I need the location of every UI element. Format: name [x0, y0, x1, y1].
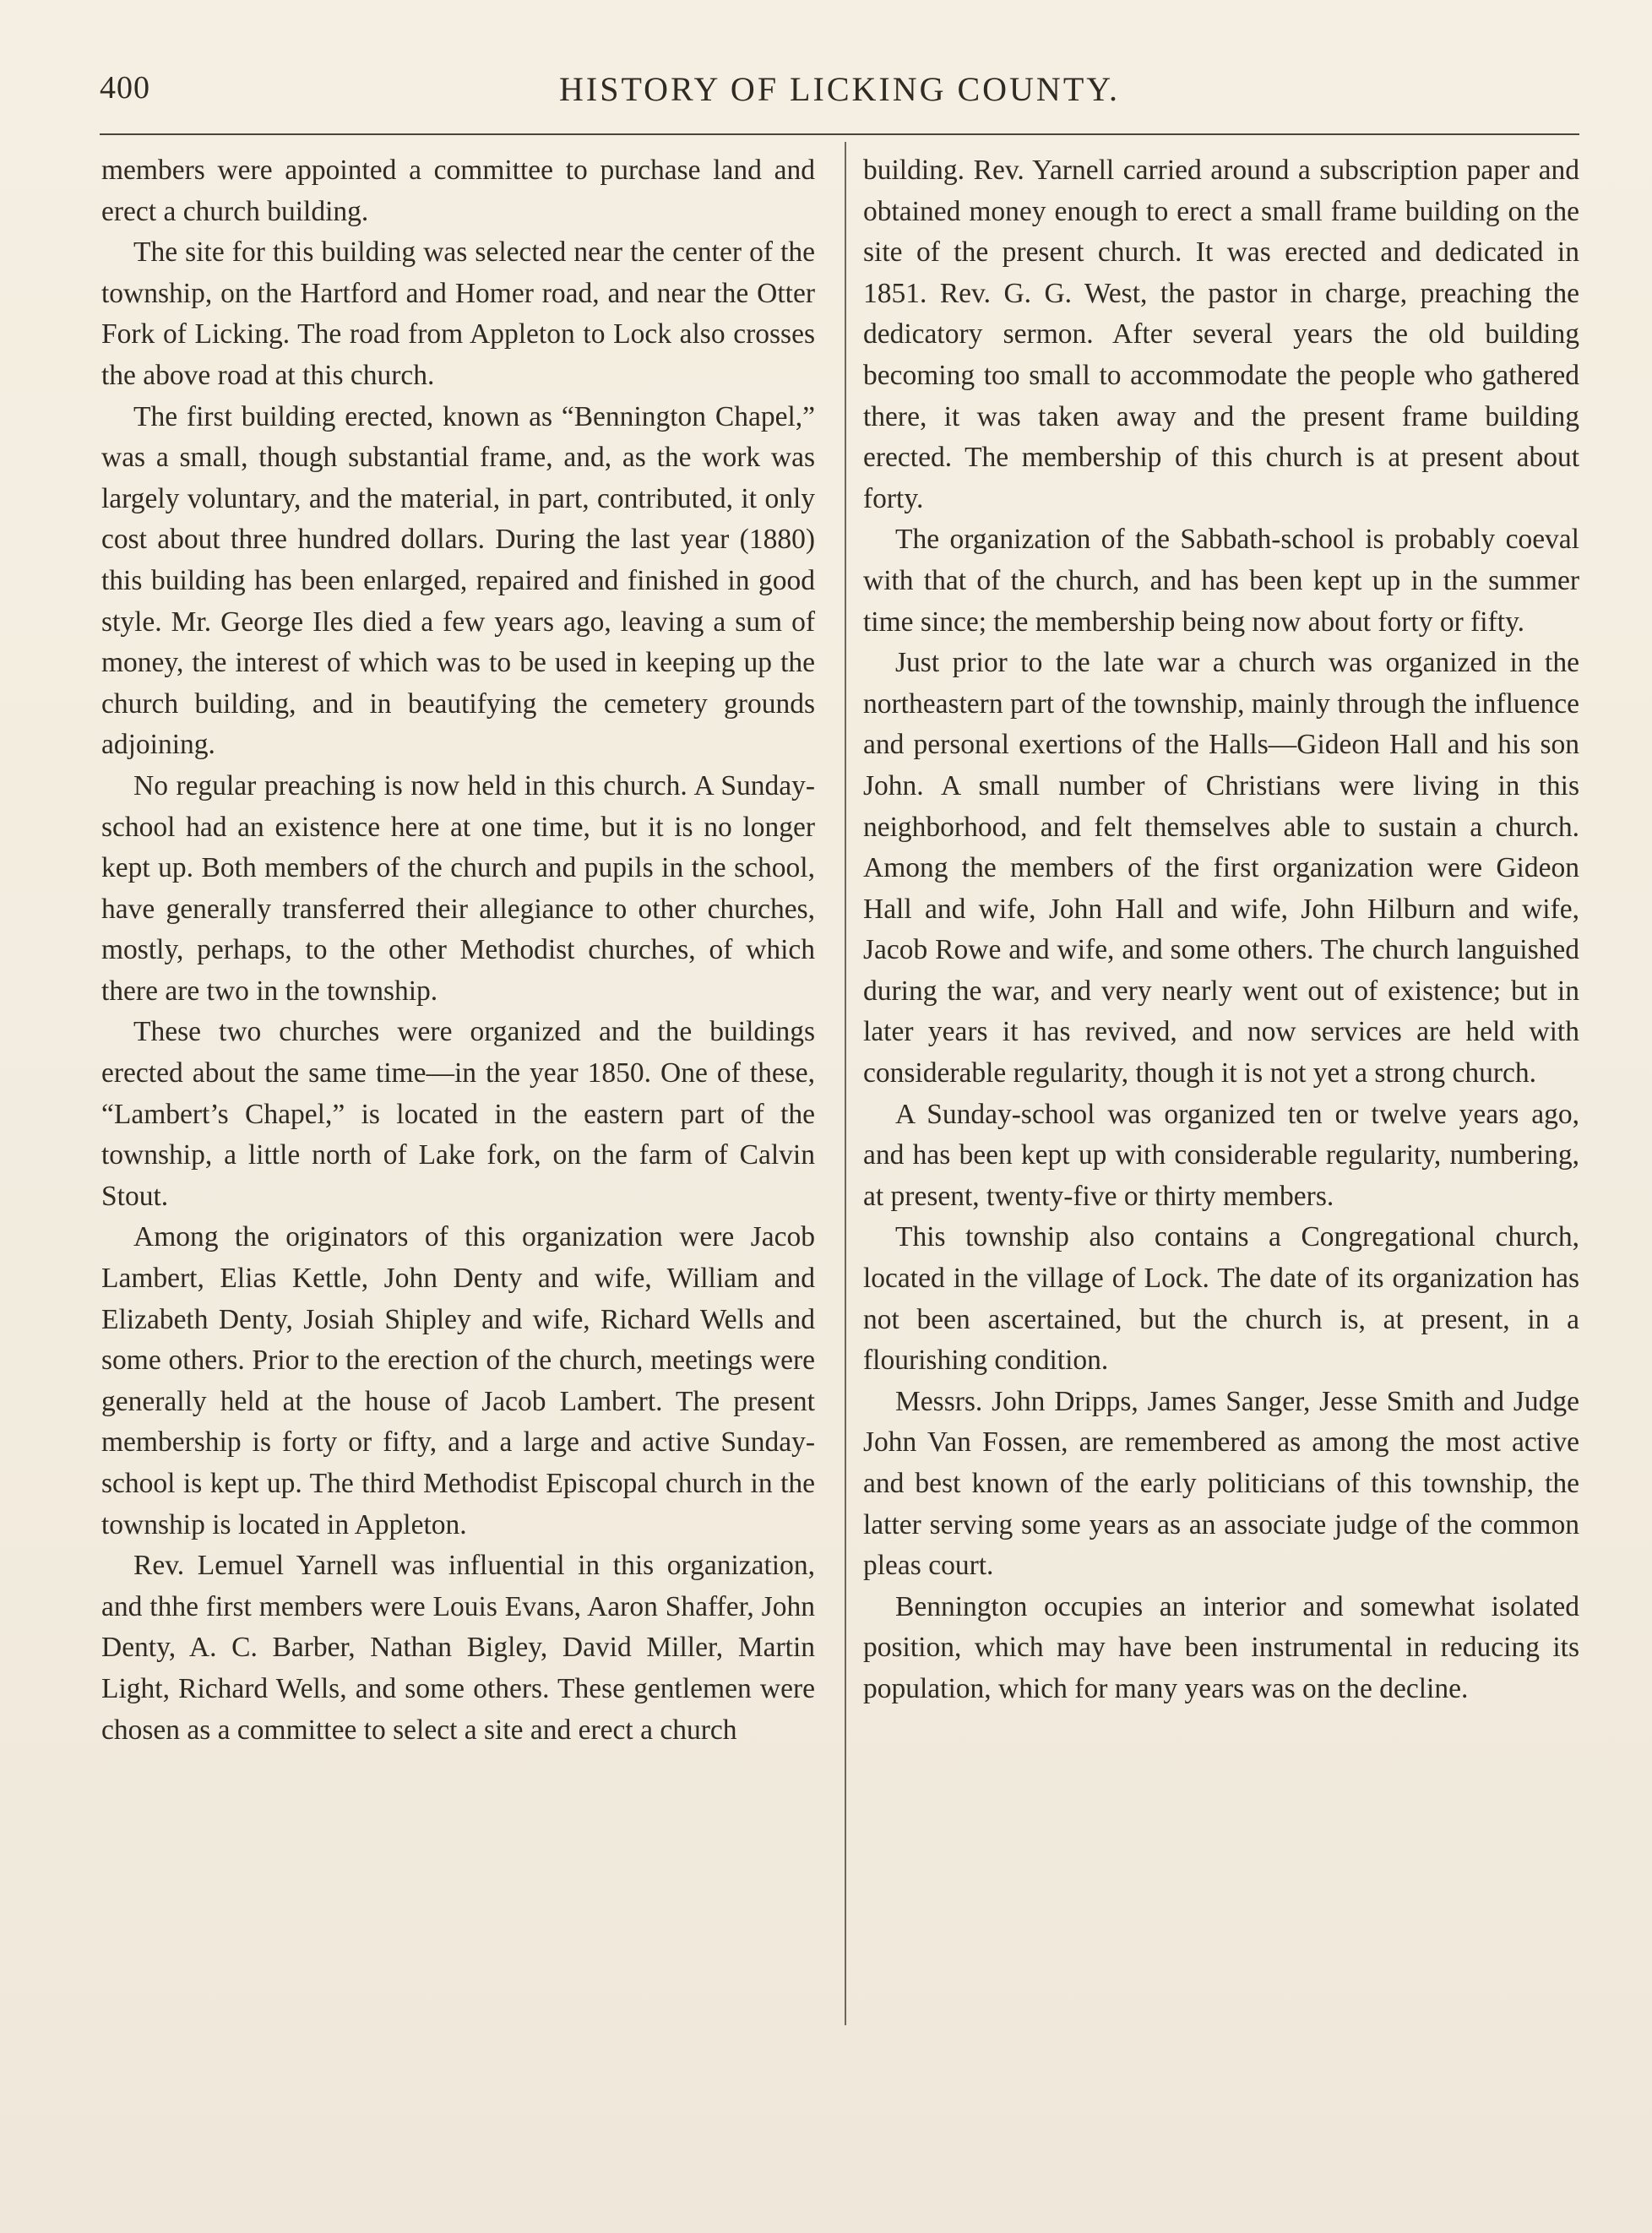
paragraph: members were appointed a committee to purchase land and erect a church building.: [101, 155, 815, 227]
page-header: [100, 69, 1579, 117]
header-rule: [100, 133, 1579, 135]
right-column: [863, 150, 1579, 1710]
paragraph: building. Rev. Yarnell carried around a subscription paper and obtained money enough to erect a small frame building on the site of the present church. It was erected and dedicated in 1851. Rev. G. G. West, the pastor in charge, preaching the dedicatory sermon. After several years the old building becoming too small to accommodate the people who gathered there, it was taken away and the present frame building erected. The membership of this church is at present about forty.: [863, 155, 1579, 514]
paragraph: The first building erected, known as “Bennington Chapel,” was a small, though substantial frame, and, as the work was largely voluntary, and the material, in part, contributed, it only cost about three hundred dollars. During the last year (1880) this building has been enlarged, repaired and finished in good style. Mr. George Iles died a few years ago, leaving a sum of money, the interest of which was to be used in keeping up the church building, and in beautifying the cemetery grounds adjoining.: [101, 400, 815, 761]
paragraph: The organization of the Sabbath-school is probably coeval with that of the church, and has been kept up in the summer time since; the membership being now about forty or fifty.: [863, 524, 1579, 638]
left-column: [101, 150, 815, 1751]
paragraph: Bennington occupies an interior and somewhat isolated position, which may have been instrumental in reducing its population, which for many years was on the decline.: [863, 1590, 1579, 1704]
paragraph: Rev. Lemuel Yarnell was influential in this organization, and thhe first members were Louis Evans, Aaron Shaffer, John Denty, A. C. Barber, Nathan Bigley, David Miller, Martin Light, Richard Wells, and some others. These gentlemen were chosen as a committee to select a site and erect a church: [101, 1550, 815, 1746]
paragraph: This township also contains a Congregational church, located in the village of Lock. The date of its organization has not been ascertained, but the church is, at present, in a flourishing condition.: [863, 1221, 1579, 1377]
paragraph: Messrs. John Dripps, James Sanger, Jesse Smith and Judge John Van Fossen, are remembered as among the most active and best known of the early politicians of this township, the latter serving some years as an associate judge of the common pleas court.: [863, 1385, 1579, 1582]
page-number: 400: [100, 70, 150, 106]
paragraph: A Sunday-school was organized ten or twelve years ago, and has been kept up with considerable regularity, numbering, at present, twenty-five or thirty members.: [863, 1098, 1579, 1212]
paragraph: Just prior to the late war a church was organized in the northeastern part of the township, mainly through the influence and personal exertions of the Halls—Gideon Hall and his son John. A small number of Christians were living in this neighborhood, and felt themselves able to sustain a church. Among the members of the first organization were Gideon Hall and wife, John Hall and wife, John Hilburn and wife, Jacob Rowe and wife, and some others. The church languished during the war, and very nearly went out of existence; but in later years it has revived, and now services are held with considerable regularity, though it is not yet a strong church.: [863, 647, 1579, 1089]
paragraph: These two churches were organized and the buildings erected about the same time—in the year 1850. One of these, “Lambert’s Chapel,” is located in the eastern part of the township, a little north of Lake fork, on the farm of Calvin Stout.: [101, 1016, 815, 1212]
paragraph: No regular preaching is now held in this church. A Sunday-school had an existence here at one time, but it is no longer kept up. Both members of the church and pupils in the school, have generally transferred their allegiance to other churches, mostly, perhaps, to the other Methodist churches, of which there are two in the township.: [101, 769, 815, 1007]
paragraph: The site for this building was selected near the center of the township, on the Hartford and Homer road, and near the Otter Fork of Licking. The road from Appleton to Lock also crosses the above road at this church.: [101, 236, 815, 391]
paragraph: Among the originators of this organization were Jacob Lambert, Elias Kettle, John Denty and wife, William and Elizabeth Denty, Josiah Shipley and wife, Richard Wells and some others. Prior to the erection of the church, meetings were generally held at the house of Jacob Lambert. The present membership is forty or fifty, and a large and active Sunday-school is kept up. The third Methodist Episcopal church in the township is located in Appleton.: [101, 1221, 815, 1540]
column-divider: [845, 142, 846, 2025]
running-head: HISTORY OF LICKING COUNTY.: [559, 70, 1120, 108]
